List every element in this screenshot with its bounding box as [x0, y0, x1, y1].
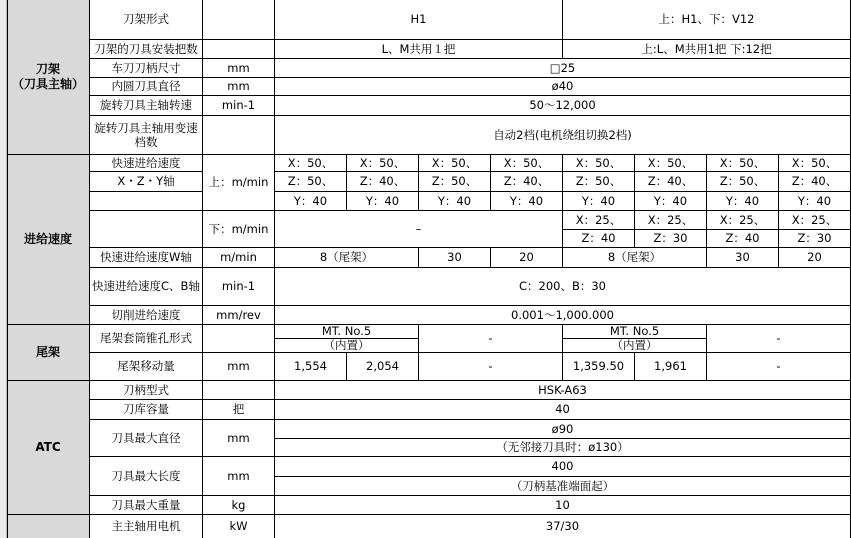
row-label: 刀具最大重量: [90, 496, 203, 515]
unit-cell: m/min: [203, 248, 275, 268]
value-cell: 1,961: [635, 353, 707, 381]
value-cell: –: [275, 211, 563, 248]
value-cell: 8（尾架）: [563, 248, 707, 268]
value-cell: （无邻接刀具时：ø130）: [275, 439, 851, 457]
unit-cell: mm/rev: [203, 306, 275, 325]
row-label: 刀架的刀具安装把数: [90, 40, 203, 59]
value-cell: HSK-A63: [275, 381, 851, 400]
rapid-value-cell: X：25、: [635, 211, 707, 230]
rapid-value-cell: Z：40: [563, 230, 635, 248]
row-label: 刀柄型式: [90, 381, 203, 400]
value-cell: 10: [275, 496, 851, 515]
row-label: 快速进给速度W轴: [90, 248, 203, 268]
rapid-value-cell: Y：40: [635, 192, 707, 211]
row-label: 快速进给速度C、B轴: [90, 268, 203, 306]
rapid-value-cell: Y：40: [491, 192, 563, 211]
rapid-value-cell: Z：40、: [779, 172, 851, 192]
value-cell: 2,054: [347, 353, 419, 381]
row-label: 车刀刀柄尺寸: [90, 59, 203, 78]
value-cell: 37/30: [275, 515, 851, 538]
value-cell: 30: [707, 248, 779, 268]
value-cell: -: [419, 325, 563, 353]
row-label: 刀具最大直径: [90, 420, 203, 457]
unit-cell: [203, 116, 275, 155]
value-cell: MT. No.5: [563, 325, 707, 339]
rapid-value-cell: X：50、: [635, 155, 707, 172]
rapid-value-cell: Y：40: [347, 192, 419, 211]
row-label: 旋转刀具主轴用变速档数: [90, 116, 203, 155]
rapid-value-cell: X：50、: [275, 155, 347, 172]
rapid-value-cell: X：25、: [563, 211, 635, 230]
rapid-value-cell: Y：40: [563, 192, 635, 211]
section-tailstock: 尾架: [7, 325, 90, 381]
value-cell: MT. No.5: [275, 325, 419, 339]
unit-cell: mm: [203, 457, 275, 496]
value-cell: 1,554: [275, 353, 347, 381]
value-cell: L、M共用１把: [275, 40, 563, 59]
rapid-value-cell: X：25、: [707, 211, 779, 230]
row-label: 刀库容量: [90, 400, 203, 420]
rapid-value-cell: X：50、: [347, 155, 419, 172]
value-cell: 自动2档(电机绕组切换2档): [275, 116, 851, 155]
value-cell: 8（尾架）: [275, 248, 419, 268]
unit-cell: [203, 0, 275, 40]
row-header-gutter: [0, 0, 7, 538]
rapid-value-cell: Y：40: [779, 192, 851, 211]
value-cell: 20: [779, 248, 851, 268]
value-cell: 30: [419, 248, 491, 268]
value-cell: H1: [275, 0, 563, 40]
row-label: 内圆刀具直径: [90, 78, 203, 96]
rapid-value-cell: Z：40、: [635, 172, 707, 192]
unit-cell: 上：m/min: [203, 155, 275, 211]
value-cell: 0.001～1,000.000: [275, 306, 851, 325]
value-cell: （内置）: [275, 339, 419, 353]
table-left-border: [7, 0, 8, 538]
value-cell: （内置）: [563, 339, 707, 353]
rapid-value-cell: X：50、: [419, 155, 491, 172]
value-cell: □25: [275, 59, 851, 78]
unit-cell: kW: [203, 515, 275, 538]
rapid-value-cell: X：50、: [491, 155, 563, 172]
unit-cell: [203, 40, 275, 59]
row-label: 切削进给速度: [90, 306, 203, 325]
rapid-value-cell: Z：40: [707, 230, 779, 248]
row-label: [90, 211, 203, 248]
unit-cell: mm: [203, 78, 275, 96]
value-cell: ø90: [275, 420, 851, 439]
section-spindle: [7, 515, 90, 538]
row-label: 刀架形式: [90, 0, 203, 40]
rapid-value-cell: X：50、: [779, 155, 851, 172]
rapid-value-cell: Z：50、: [275, 172, 347, 192]
rapid-value-cell: X：50、: [707, 155, 779, 172]
unit-cell: [203, 381, 275, 400]
row-label: 主主轴用电机: [90, 515, 203, 538]
rapid-value-cell: Z：50、: [563, 172, 635, 192]
section-atc: ATC: [7, 381, 90, 515]
unit-cell: mm: [203, 59, 275, 78]
rapid-value-cell: X：25、: [779, 211, 851, 230]
rapid-value-cell: Z：30: [635, 230, 707, 248]
value-cell: 20: [491, 248, 563, 268]
section-feed: 进给速度: [7, 155, 90, 325]
row-label: 尾架移动量: [90, 353, 203, 381]
section-turret: 刀架 （刀具主轴）: [7, 0, 90, 155]
row-label: 尾架套筒锥孔形式: [90, 325, 203, 353]
value-cell: -: [707, 353, 851, 381]
rapid-value-cell: X：50、: [563, 155, 635, 172]
value-cell: 上:L、M共用1把 下:12把: [563, 40, 851, 59]
value-cell: -: [419, 353, 563, 381]
row-label: [90, 192, 203, 211]
row-label: 快速进给速度: [90, 155, 203, 172]
rapid-value-cell: Z：50、: [707, 172, 779, 192]
value-cell: 50～12,000: [275, 96, 851, 116]
unit-cell: [203, 325, 275, 353]
value-cell: 40: [275, 400, 851, 420]
value-cell: -: [707, 325, 851, 353]
unit-cell: mm: [203, 353, 275, 381]
row-label: 刀具最大长度: [90, 457, 203, 496]
value-cell: （刀柄基准端面起）: [275, 477, 851, 496]
rapid-value-cell: Z：50、: [419, 172, 491, 192]
rapid-value-cell: Y：40: [707, 192, 779, 211]
unit-cell: 把: [203, 400, 275, 420]
unit-cell: min-1: [203, 96, 275, 116]
value-cell: 1,359.50: [563, 353, 635, 381]
unit-cell: mm: [203, 420, 275, 457]
row-label: X・Z・Y轴: [90, 172, 203, 192]
rapid-value-cell: Z：40、: [491, 172, 563, 192]
value-cell: 上：H1、下：V12: [563, 0, 851, 40]
rapid-value-cell: Y：40: [419, 192, 491, 211]
rapid-value-cell: Z：30: [779, 230, 851, 248]
unit-cell: 下：m/min: [203, 211, 275, 248]
row-label: 旋转刀具主轴转速: [90, 96, 203, 116]
unit-cell: min-1: [203, 268, 275, 306]
value-cell: ø40: [275, 78, 851, 96]
rapid-value-cell: Z：40、: [347, 172, 419, 192]
value-cell: 400: [275, 457, 851, 477]
value-cell: C：200、B：30: [275, 268, 851, 306]
unit-cell: kg: [203, 496, 275, 515]
rapid-value-cell: Y：40: [275, 192, 347, 211]
